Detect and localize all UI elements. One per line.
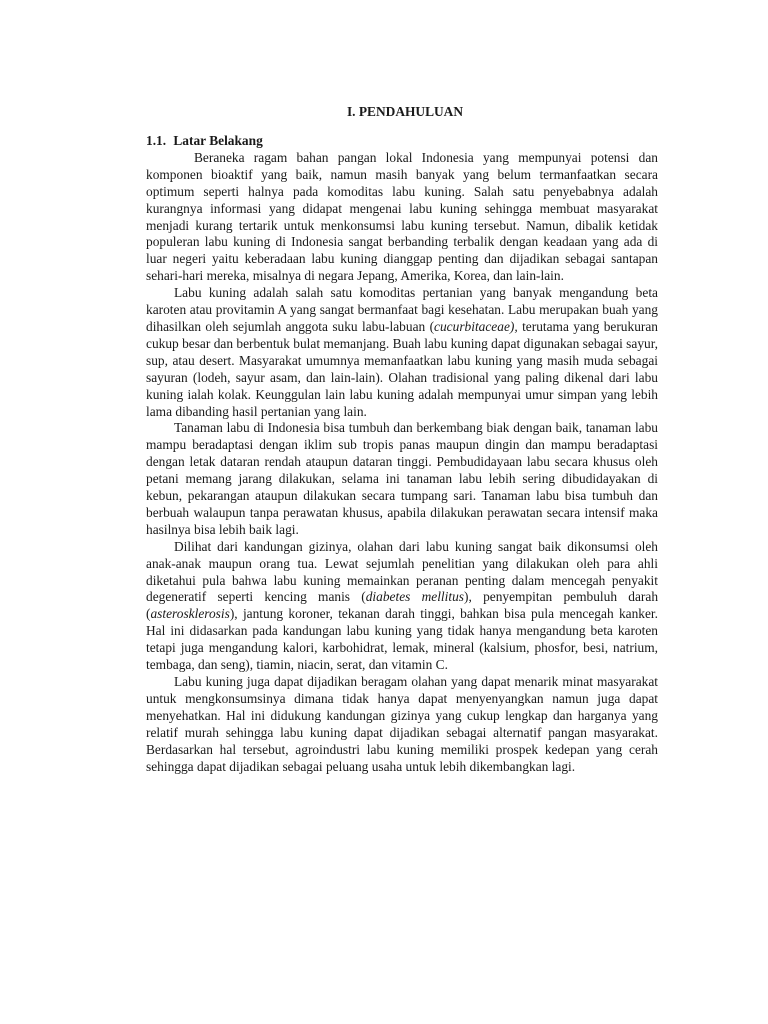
italic-term: cucurbitaceae), <box>434 318 518 334</box>
page-content <box>146 104 658 775</box>
paragraph <box>146 285 658 420</box>
paragraph <box>146 420 658 538</box>
text-run: Dilihat dari kandungan gizinya, olahan dari labu kuning sangat baik dikonsumsi oleh anak-anak maupun orang tua. Lewat sejumlah penelitian yang dilakukan oleh para ahli diketahui pula bahwa labu kuning memainkan peranan penting dalam mencegah penyakit degeneratif seperti kencing manis ( <box>146 538 658 605</box>
section-heading <box>146 133 658 150</box>
text-run: Labu kuning adalah salah satu komoditas pertanian yang banyak mengandung beta karoten atau provitamin A yang sangat bermanfaat bagi kesehatan. Labu merupakan buah yang dihasilkan oleh sejumlah anggota suku labu-labuan ( <box>146 285 658 334</box>
text-run: Tanaman labu di Indonesia bisa tumbuh dan berkembang biak dengan baik, tanaman labu mampu beradaptasi dengan iklim sub tropis panas maupun dingin dan mampu beradaptasi dengan letak dataran rendah ataupun dataran tinggi. Pembudidayaan labu secara khusus oleh petani memang jarang dilakukan, selama ini tanaman labu lebih sering dibudidayakan di kebun, pekarangan ataupun dilakukan secara tumpang sari. Tanaman labu bisa tumbuh dan berbuah walaupun tanpa perawatan khusus, apabila dilakukan perawatan secara intensif maka hasilnya bisa lebih baik lagi. <box>146 420 658 537</box>
text-run: Beraneka ragam bahan pangan lokal Indonesia yang mempunyai potensi dan komponen bioaktif yang baik, namun masih banyak yang belum termanfaatkan secara optimum seperti halnya pada komoditas labu kuning. Salah satu penyebabnya adalah kurangnya informasi yang didapat mengenai labu kuning sehingga membuat masyarakat menjadi kurang tertarik untuk menkonsumsi labu kuning tersebut. Namun, dibalik ketidak populeran labu kuning di Indonesia sangat berbanding terbalik dengan keadaan yang ada di luar negeri yaitu keberadaan labu kuning dianggap penting dan dijadikan sebagai santapan sehari-hari mereka, misalnya di negara Jepang, Amerika, Korea, dan lain-lain. <box>146 149 658 284</box>
body-text <box>146 150 658 776</box>
text-run: ), penyempitan pembuluh darah ( <box>146 589 659 622</box>
italic-term: asterosklerosis <box>150 606 230 622</box>
text-run: terutama yang berukuran cukup besar dan berbentuk bulat memanjang. Buah labu kuning dapat digunakan sebagai sayur, sup, atau desert. Masyarakat umumnya memanfaatkan labu kuning yang masih muda sebagai sayuran (lodeh, sayur asam, dan lain-lain). Olahan tradisional yang paling dikenal dari labu kuning ialah kolak. Keunggulan lain labu kuning adalah mempunyai umur simpan yang lebih lama dibanding hasil pertanian yang lain. <box>146 318 658 419</box>
paragraph <box>146 539 658 674</box>
italic-term: diabetes mellitus <box>365 589 465 605</box>
text-run: ), jantung koroner, tekanan darah tinggi, bahkan bisa pula mencegah kanker. Hal ini didasarkan pada kandungan labu kuning yang tidak hanya mengandung beta karoten tetapi juga mengandung kalori, karbohidrat, lemak, mineral (kalsium, phosfor, besi, natrium, tembaga, dan seng), tiamin, niacin, serat, dan vitamin C. <box>146 606 658 673</box>
paragraph <box>146 150 658 285</box>
chapter-title: I. PENDAHULUAN <box>346 104 464 119</box>
text-run: Labu kuning juga dapat dijadikan beragam olahan yang dapat menarik minat masyarakat untuk mengkonsumsinya dimana tidak hanya dapat menyenyangkan namun juga dapat menyehatkan. Hal ini didukung kandungan gizinya yang cukup lengkap dan harganya yang relatif murah sehingga labu kuning dapat dijadikan sebagai alternatif pangan masyarakat. Berdasarkan hal tersebut, agroindustri labu kuning memiliki prospek kedepan yang cerah sehingga dapat dijadikan sebagai peluang usaha untuk lebih dikembangkan lagi. <box>146 674 658 774</box>
section-title: Latar Belakang <box>173 133 263 148</box>
paragraph <box>146 674 658 775</box>
section-number: 1.1. <box>146 133 167 148</box>
